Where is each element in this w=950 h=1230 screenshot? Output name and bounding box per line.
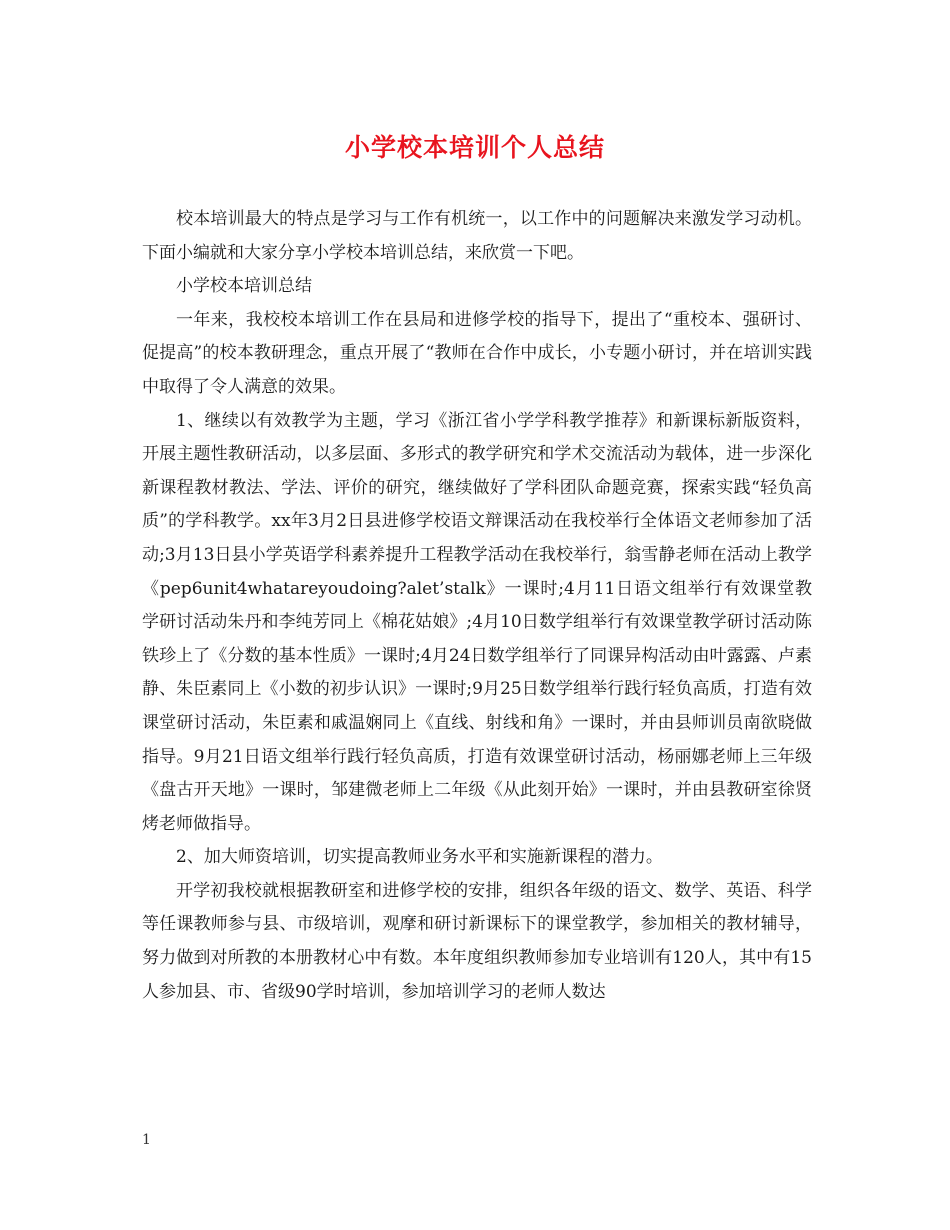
paragraph-item-2: 2、加大师资培训，切实提高教师业务水平和实施新课程的潜力。 (176, 847, 663, 868)
document-title: 小学校本培训个人总结 (344, 133, 605, 162)
paragraph-overview: 一年来，我校校本培训工作在县局和进修学校的指导下，提出了“重校本、强研讨、促提高”的校本教研理念，重点开展了“教师在合作中成长，小专题小研讨，并在培训实践中取得了令人满意的效果。 (142, 309, 812, 397)
paragraph-intro: 校本培训最大的特点是学习与工作有机统一，以工作中的问题解决来激发学习动机。下面小编就和大家分享小学校本培训总结，来欣赏一下吧。 (142, 209, 812, 263)
document-body (142, 203, 812, 1009)
paragraph-training: 开学初我校就根据教研室和进修学校的安排，组织各年级的语文、数学、英语、科学等任课教师参与县、市级培训，观摩和研讨新课标下的课堂教学，参加相关的教材辅导，努力做到对所教的本册教材心中有数。本年度组织教师参加专业培训有120人，其中有15人参加县、市、省级90学时培训，参加培训学习的老师人数达 (142, 880, 812, 1002)
paragraph-item-1: 1、继续以有效教学为主题，学习《浙江省小学学科教学推荐》和新课标新版资料，开展主题性教研活动，以多层面、多形式的教学研究和学术交流活动为载体，进一步深化新课程教材教法、学法、评价的研究，继续做好了学科团队命题竞赛，探索实践“轻负高质”的学科教学。xx年3月2日县进修学校语文辩课活动在我校举行全体语文老师参加了活动;3月13日县小学英语学科素养提升工程教学活动在我校举行，翁雪静老师在活动上教学《pep6unit4whatareyoudoing?alet’stalk》一课时;4月11日语文组举行有效课堂教学研讨活动朱丹和李纯芳同上《棉花姑娘》;4月10日数学组举行有效课堂教学研讨活动陈铁珍上了《分数的基本性质》一课时;4月24日数学组举行了同课异构活动由叶露露、卢素静、朱臣素同上《小数的初步认识》一课时;9月25日数学组举行践行轻负高质，打造有效课堂研讨活动，朱臣素和戚温娴同上《直线、射线和角》一课时，并由县师训员南欲晓做指导。9月21日语文组举行践行轻负高质，打造有效课堂研讨活动，杨丽娜老师上三年级《盘古开天地》一课时，邹建微老师上二年级《从此刻开始》一课时，并由县教研室徐贤烤老师做指导。 (142, 410, 812, 834)
paragraph-subtitle: 小学校本培训总结 (176, 276, 312, 297)
page-number: 1 (142, 1132, 151, 1148)
